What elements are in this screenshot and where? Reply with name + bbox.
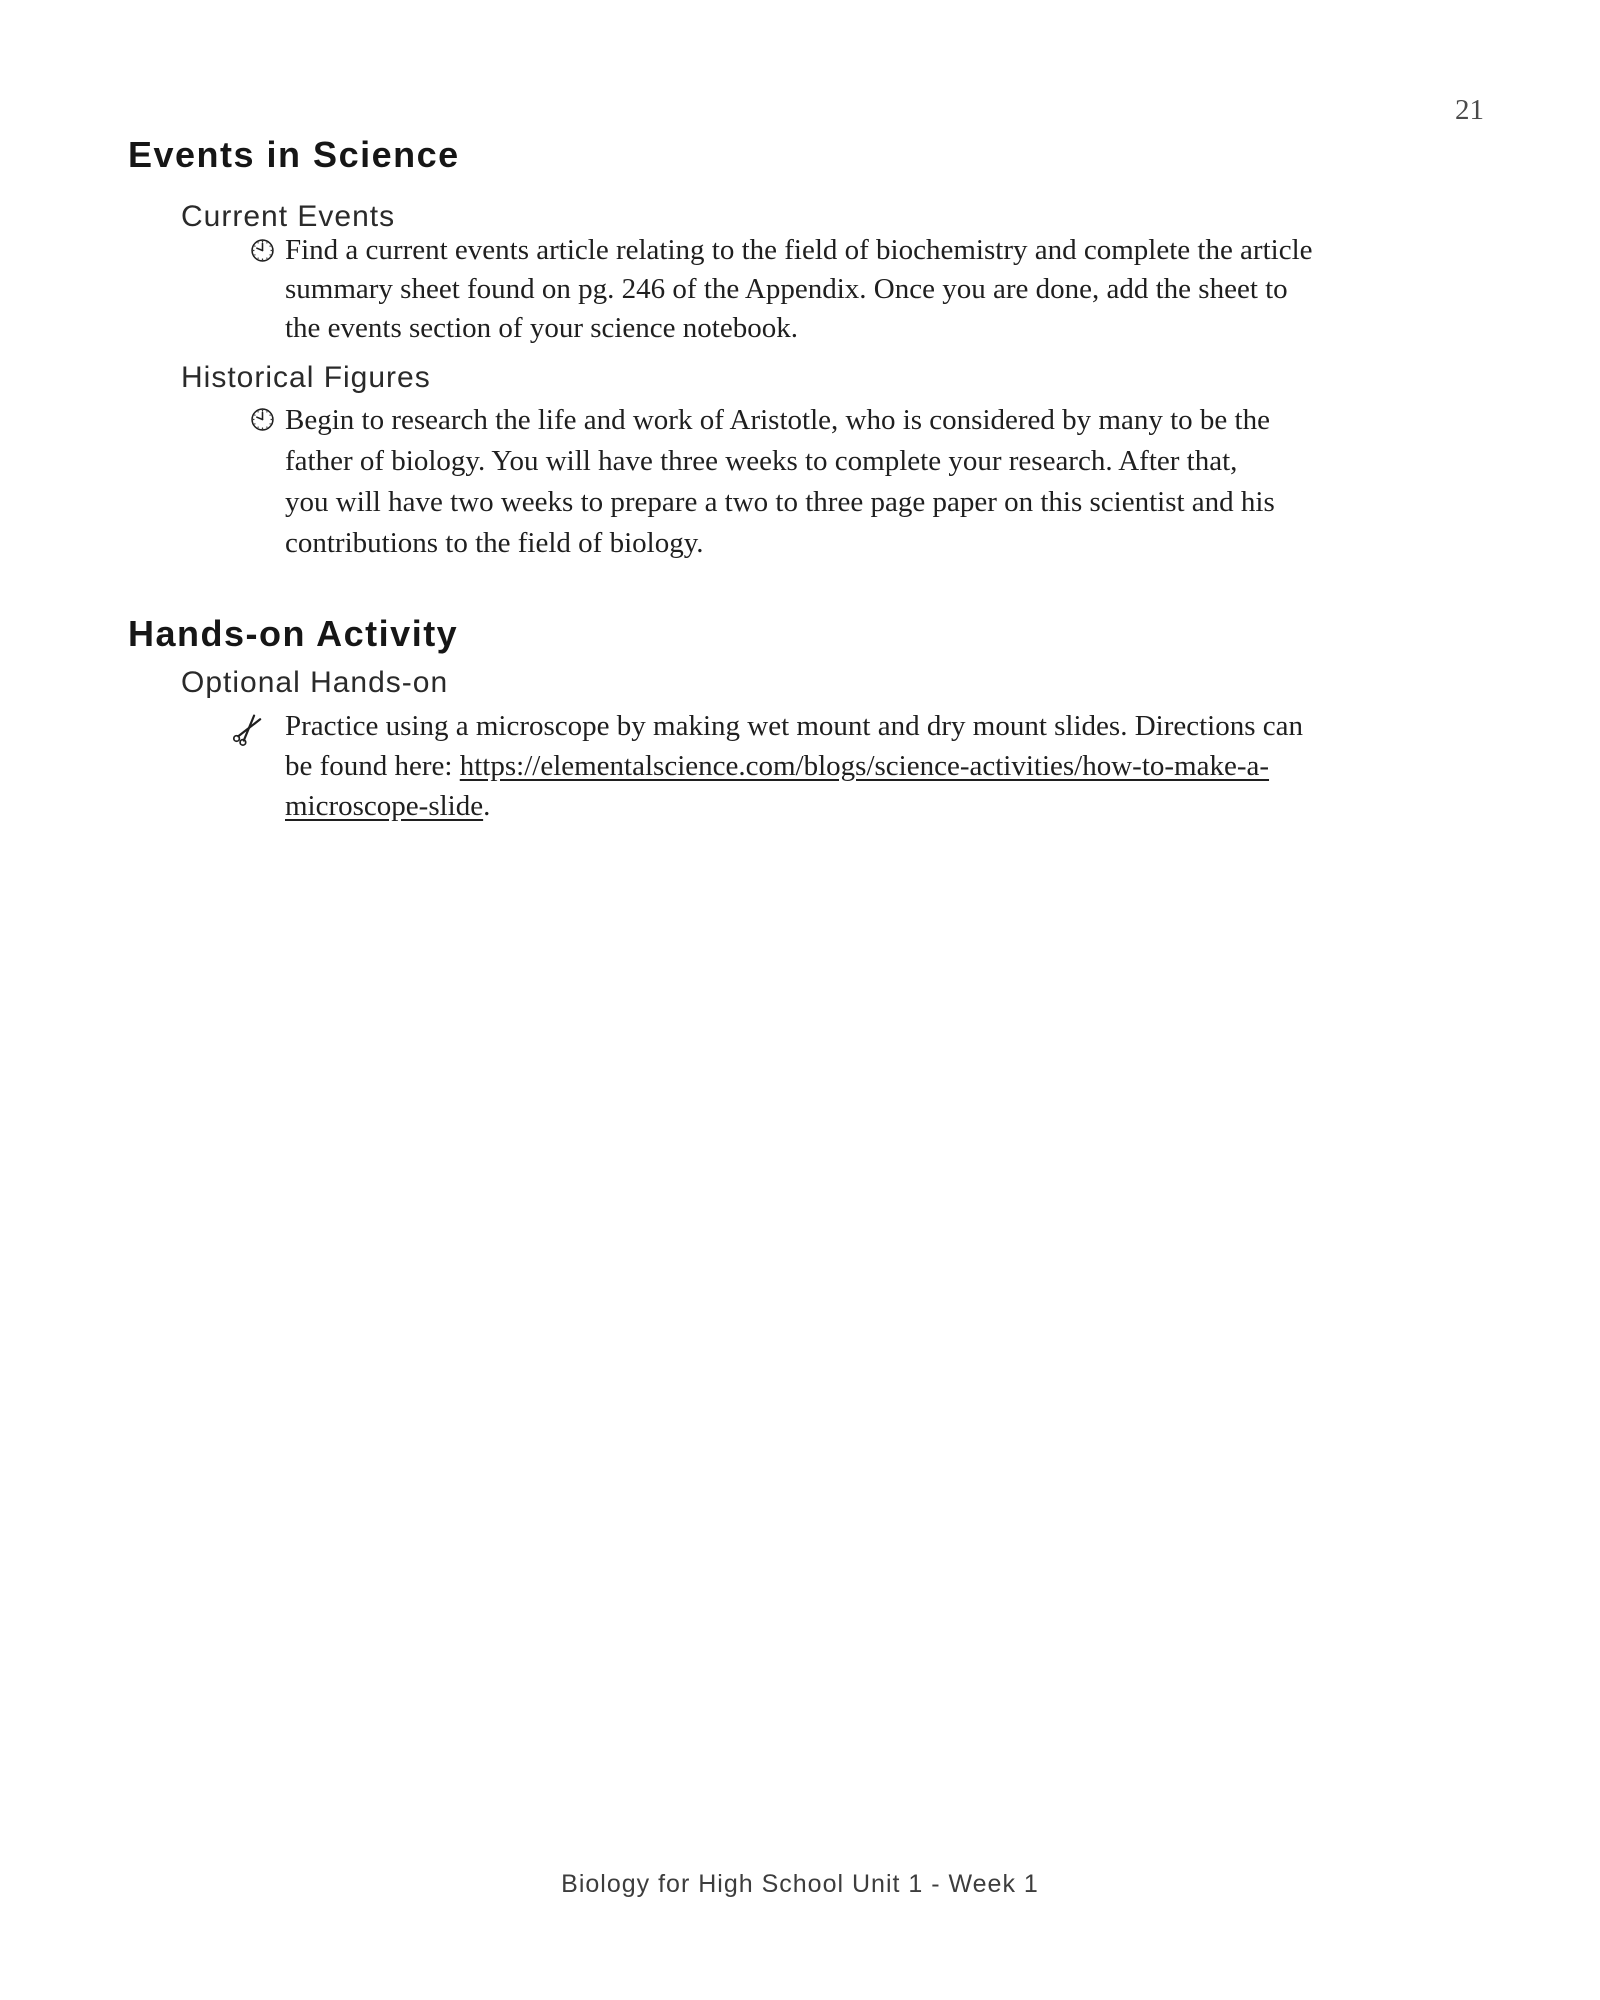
clock-icon — [249, 406, 275, 432]
page-footer: Biology for High School Unit 1 - Week 1 — [561, 1870, 1039, 1898]
paragraph-line: you will have two weeks to prepare a two to three page paper on this scientist and his — [285, 486, 1275, 518]
section-title-hands-on-activity: Hands-on Activity — [128, 613, 459, 654]
paragraph-line: summary sheet found on pg. 246 of the Appendix. Once you are done, add the sheet to — [285, 273, 1288, 305]
current-events-task — [285, 231, 1313, 348]
paragraph-line — [285, 746, 1303, 786]
paragraph-line: father of biology. You will have three weeks to complete your research. After that, — [285, 445, 1238, 477]
clock-icon — [249, 237, 275, 263]
section-title-events-in-science: Events in Science — [128, 134, 460, 175]
paragraph-line: contributions to the field of biology. — [285, 527, 704, 559]
paragraph-line: Find a current events article relating to the field of biochemistry and complete the article — [285, 234, 1313, 266]
scissors-icon — [230, 711, 266, 747]
optional-hands-on-task — [285, 706, 1303, 826]
paragraph-line: Begin to research the life and work of Aristotle, who is considered by many to be the — [285, 404, 1270, 436]
microscope-slide-link[interactable]: microscope-slide — [285, 790, 484, 822]
subsection-title-optional-hands-on: Optional Hands-on — [181, 666, 449, 699]
microscope-slide-link[interactable]: https://elementalscience.com/blogs/science-activities/how-to-make-a- — [459, 750, 1270, 782]
subsection-title-historical-figures: Historical Figures — [181, 361, 431, 394]
sentence-period: . — [483, 790, 491, 822]
link-prefix-text: be found here: — [285, 750, 460, 782]
paragraph-line: Practice using a microscope by making wet mount and dry mount slides. Directions can — [285, 710, 1303, 742]
subsection-title-current-events: Current Events — [181, 200, 396, 233]
page-number: 21 — [1455, 94, 1484, 126]
paragraph-line: the events section of your science notebook. — [285, 312, 798, 344]
historical-figures-task — [285, 400, 1275, 564]
paragraph-line — [285, 786, 1303, 826]
